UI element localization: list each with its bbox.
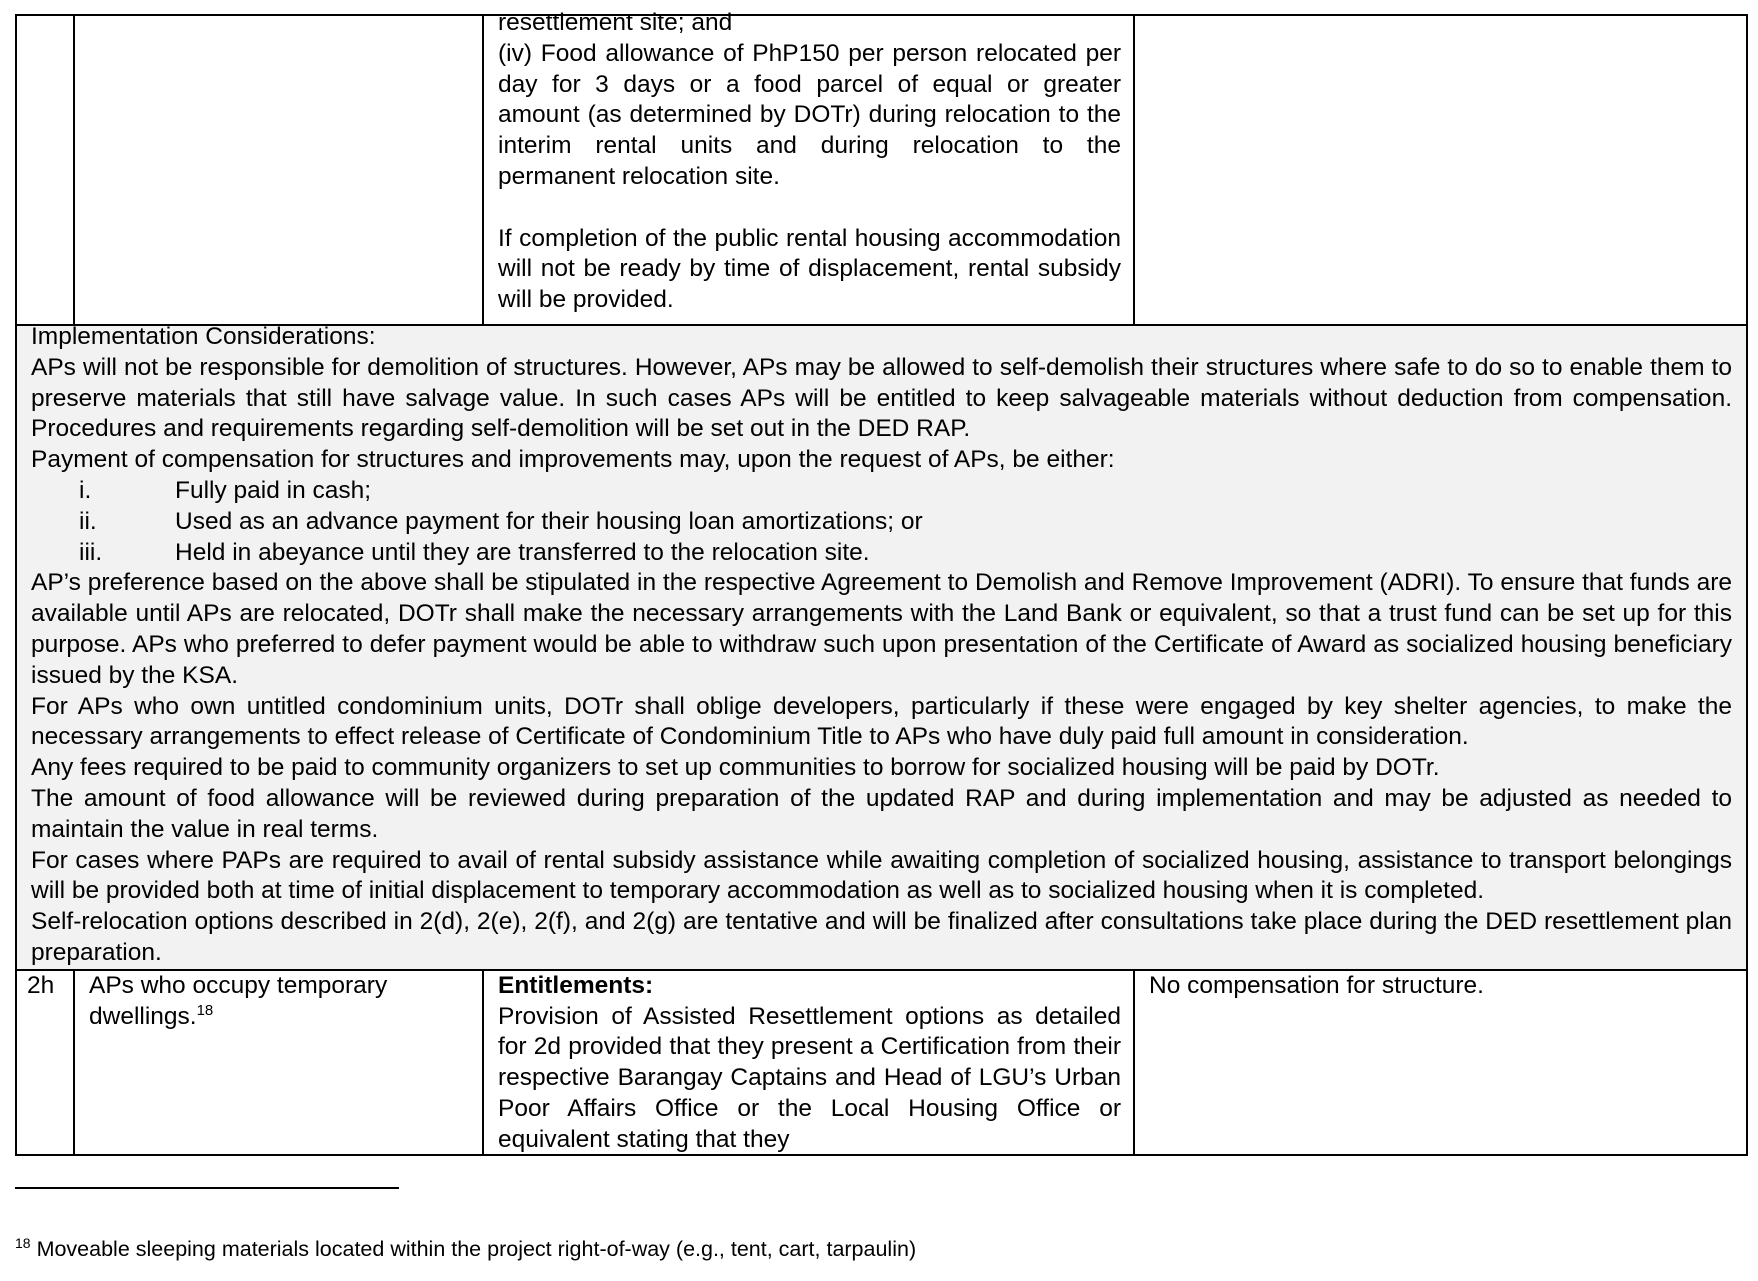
implementation-paragraph: For cases where PAPs are required to avail of rental subsidy assistance while awaiting completion of socialized housing, assistance to transport belongings will be provided both at time of initial displacement to temporary accommodation as well as to socialized housing when it is completed.	[31, 846, 1732, 905]
table-row	[16, 15, 1747, 325]
affected-persons-text: APs who occupy temporary dwellings.	[89, 971, 388, 1030]
footnote	[15, 1236, 916, 1262]
affected-persons-cell	[74, 970, 483, 1155]
implementation-paragraph: For APs who own untitled condominium units, DOTr shall oblige developers, particularly if these were engaged by key shelter agencies, to make the necessary arrangements to effect release of Certificate of Condominium Title to APs who have duly paid full amount in consideration.	[31, 692, 1732, 751]
implementation-paragraph: Any fees required to be paid to community organizers to set up communities to borrow for socialized housing will be paid by DOTr.	[31, 754, 1440, 782]
list-item	[31, 538, 1732, 569]
implementation-paragraph: Self-relocation options described in 2(d), 2(e), 2(f), and 2(g) are tentative and will be finalized after consultations take place during the DED resettlement plan preparation.	[31, 908, 1732, 966]
entitlement-matrix-table	[15, 9, 1748, 1156]
implementation-paragraph: The amount of food allowance will be reviewed during preparation of the updated RAP and during implementation and may be adjusted as needed to maintain the value in real terms.	[31, 784, 1732, 843]
footnote-number: 18	[15, 1235, 31, 1251]
rental-subsidy-text: If completion of the public rental housing accommodation will not be ready by time of displacement, rental subsidy will be provided.	[498, 224, 1121, 314]
row-id-cell	[16, 970, 74, 1155]
list-number: iii.	[79, 538, 103, 566]
footnote-separator	[15, 1187, 399, 1189]
row-id-cell	[16, 15, 74, 325]
table-row	[16, 970, 1747, 1155]
remarks-text: No compensation for structure.	[1149, 971, 1484, 999]
implementation-heading: Implementation Considerations:	[31, 323, 376, 350]
list-item	[31, 476, 1732, 507]
footnote-reference: 18	[196, 1001, 214, 1019]
entitlement-line: resettlement site; and	[498, 9, 733, 36]
footnote-text: Moveable sleeping materials located within the project right-of-way (e.g., tent, cart, tarpaulin)	[36, 1237, 917, 1261]
entitlements-cell	[483, 970, 1134, 1155]
entitlements-label: Entitlements:	[498, 971, 654, 999]
list-number: ii.	[79, 507, 97, 535]
implementation-paragraph: Payment of compensation for structures and improvements may, upon the request of APs, be either:	[31, 446, 1115, 474]
list-text: Held in abeyance until they are transferred to the relocation site.	[175, 538, 870, 566]
entitlements-text: Provision of Assisted Resettlement options as detailed for 2d provided that they present a Certification from their respective Barangay Captains and Head of LGU’s Urban Poor Affairs Office or the Local Housing Office or equivalent stating that they	[498, 1002, 1121, 1153]
remarks-cell	[1134, 15, 1747, 325]
entitlements-cell	[483, 9, 1134, 325]
remarks-cell	[1134, 970, 1747, 1155]
implementation-paragraph: AP’s preference based on the above shall be stipulated in the respective Agreement to Demolish and Remove Improvement (ADRI). To ensure that funds are available until APs are relocated, DOTr shall make the necessary arrangements with the Land Bank or equivalent, so that a trust fund can be set up for this purpose. APs who preferred to defer payment would be able to withdraw such upon presentation of the Certificate of Award as socialized housing beneficiary issued by the KSA.	[31, 569, 1732, 689]
table-row	[16, 325, 1747, 970]
affected-persons-cell	[74, 15, 483, 325]
row-id: 2h	[27, 971, 55, 999]
food-allowance-text: (iv) Food allowance of PhP150 per person relocated per day for 3 days or a food parcel of equal or greater amount (as determined by DOTr) during relocation to the interim rental units and during relocation to the permanent relocation site.	[498, 39, 1121, 190]
implementation-paragraph: APs will not be responsible for demolition of structures. However, APs may be allowed to self-demolish their structures where safe to do so to enable them to preserve materials that still have salvage value. In such cases APs will be entitled to keep salvageable materials without deduction from compensation. Procedures and requirements regarding self-demolition will be set out in the DED RAP.	[31, 353, 1732, 443]
list-text: Fully paid in cash;	[175, 476, 372, 504]
list-text: Used as an advance payment for their housing loan amortizations; or	[175, 507, 923, 535]
list-number: i.	[79, 476, 92, 504]
list-item	[31, 507, 1732, 538]
implementation-considerations-cell	[16, 325, 1747, 970]
